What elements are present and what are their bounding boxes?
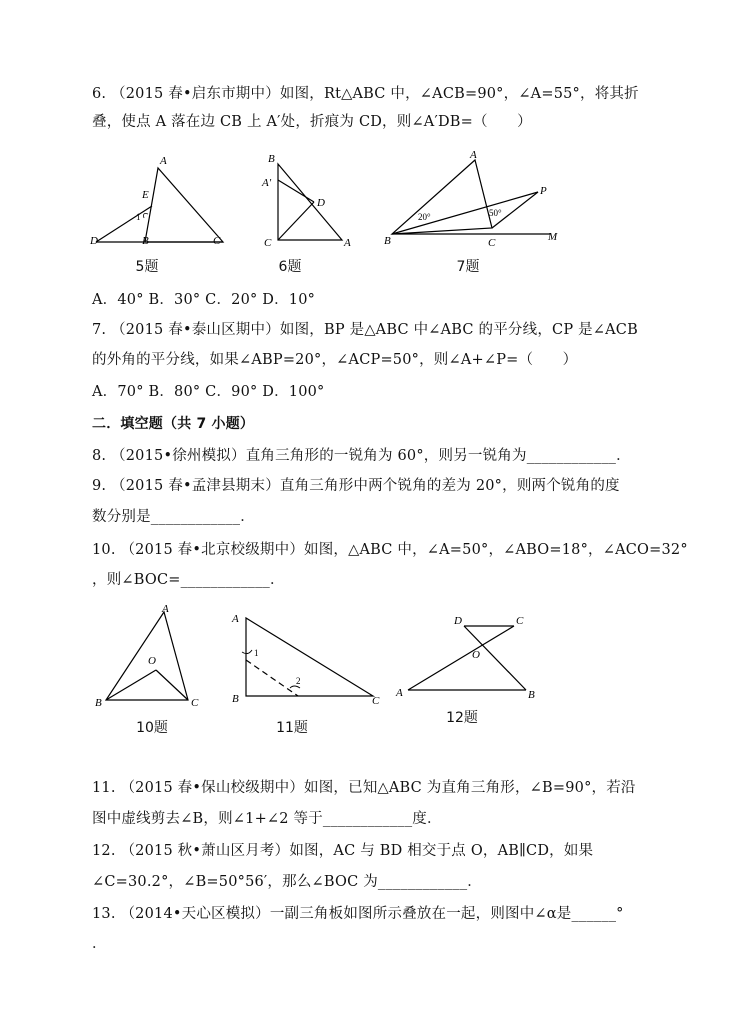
fig7-label-20: 20° (418, 212, 431, 222)
fig7-label-b: B (384, 235, 391, 247)
fig7-caption: 7题 (456, 259, 480, 275)
fig5-label-a: A (160, 155, 167, 167)
fig7-label-a: A (470, 149, 477, 161)
fig5-caption: 5题 (135, 259, 159, 275)
fig12-caption: 12题 (446, 710, 478, 726)
fig7-label-c: C (488, 237, 496, 249)
fig11-label-a: A (232, 613, 239, 625)
fig10-label-c: C (191, 697, 199, 709)
figure-5-drawing (88, 148, 238, 250)
fig5-label-b: B (142, 235, 149, 247)
q12-line2: ∠C=30.2°，∠B=50°56′，那么∠BOC 为____________． (92, 874, 482, 890)
fig10-label-b: B (95, 697, 102, 709)
fig7-label-50: 50° (489, 208, 502, 218)
q12-line1: 12. （2015 秋•萧山区月考）如图，AC 与 BD 相交于点 O，AB∥CD，如果 (92, 843, 594, 859)
fig10-label-a: A (162, 603, 169, 615)
fig10-line-bo (106, 670, 156, 700)
fig12-label-o: O (472, 649, 480, 661)
figure-10 (90, 600, 210, 716)
figure-12 (392, 606, 552, 704)
fig6-label-c: C (264, 237, 272, 249)
section2-title: 二．填空题（共 7 小题） (92, 416, 255, 432)
q7-line2: 的外角的平分线，如果∠ABP=20°，∠ACP=50°，则∠A+∠P=（ ） (92, 352, 578, 368)
fig6-label-d: D (317, 197, 325, 209)
figure-11 (228, 608, 388, 714)
fig12-label-b: B (528, 689, 535, 700)
fig12-label-d: D (454, 615, 462, 627)
fig6-caption: 6题 (278, 259, 302, 275)
fig10-label-o: O (148, 655, 156, 667)
q11-line2: 图中虚线剪去∠B，则∠1+∠2 等于____________度． (92, 811, 442, 827)
fig7-line-bp (392, 192, 538, 234)
fig5-angle-1-arc (144, 214, 149, 219)
figure-6-drawing (258, 150, 368, 250)
fig6-label-a: A (344, 237, 351, 249)
fig5-label-e: E (142, 189, 149, 201)
q10-line2: ，则∠BOC=____________． (92, 572, 285, 588)
fig11-label-c: C (372, 695, 380, 707)
fig5-label-c: C (213, 235, 221, 247)
fig7-label-p: P (540, 185, 547, 197)
fig6-fold-cd (278, 202, 314, 240)
q10-line1: 10. （2015 春•北京校级期中）如图，△ABC 中，∠A=50°，∠ABO=18°，∠ACO=32° (92, 542, 688, 558)
fig11-label-b: B (232, 693, 239, 705)
fig11-triangle-abc (246, 618, 373, 696)
q13-line1: 13. （2014•天心区模拟）一副三角板如图所示叠放在一起，则图中∠α是______° (92, 906, 624, 922)
fig5-label-1: 1 (136, 212, 141, 222)
figure-7-drawing (380, 148, 570, 250)
fig6-triangle-abc (278, 164, 342, 240)
fig6-label-b: B (268, 153, 275, 165)
figure-10-drawing (90, 600, 210, 712)
fig10-line-co (156, 670, 188, 700)
q11-line1: 11. （2015 春•保山校级期中）如图，已知△ABC 为直角三角形，∠B=90°，若沿 (92, 780, 636, 796)
q13-line2: ． (92, 936, 107, 952)
fig10-caption: 10题 (136, 720, 168, 736)
q6-line1: 6. （2015 春•启东市期中）如图，Rt△ABC 中，∠ACB=90°，∠A=55°，将其折 (92, 86, 639, 102)
fig11-caption: 11题 (276, 720, 308, 736)
figure-11-drawing (228, 608, 388, 710)
fig12-label-c: C (516, 615, 524, 627)
figure-12-drawing (392, 606, 552, 700)
q9-line1: 9. （2015 春•孟津县期末）直角三角形中两个锐角的差为 20°，则两个锐角的度 (92, 478, 620, 494)
fig5-label-d: D (90, 235, 98, 247)
fig11-label-2: 2 (296, 676, 301, 686)
fig12-line-ac (408, 626, 514, 690)
fig7-triangle-abc (392, 160, 492, 234)
figure-5 (88, 148, 238, 254)
fig11-cut-line (246, 660, 298, 696)
q7-options: A．70° B．80° C．90° D．100° (92, 384, 325, 400)
fig11-angle-1-arc (242, 650, 252, 654)
q7-line1: 7. （2015 春•泰山区期中）如图，BP 是△ABC 中∠ABC 的平分线，CP 是∠ACB (92, 322, 638, 338)
q6-line2: 叠，使点 A 落在边 CB 上 A′处，折痕为 CD，则∠A′DB=（ ） (92, 114, 532, 130)
figure-6 (258, 150, 368, 254)
q8: 8. （2015•徐州模拟）直角三角形的一锐角为 60°，则另一锐角为____________． (92, 448, 631, 464)
q9-line2: 数分别是____________． (92, 509, 255, 525)
fig11-angle-2-arc (290, 686, 300, 688)
fig11-label-1: 1 (254, 648, 259, 658)
fig6-label-aprime: A′ (262, 177, 272, 189)
fig6-line-aprime-d (278, 180, 314, 202)
fig7-label-m: M (548, 231, 558, 243)
fig10-triangle-abc (106, 612, 188, 700)
q6-options: A．40° B．30° C．20° D．10° (92, 292, 316, 308)
fig12-label-a: A (396, 687, 403, 699)
fig5-triangle-abc (145, 168, 223, 242)
figure-7 (380, 148, 570, 254)
